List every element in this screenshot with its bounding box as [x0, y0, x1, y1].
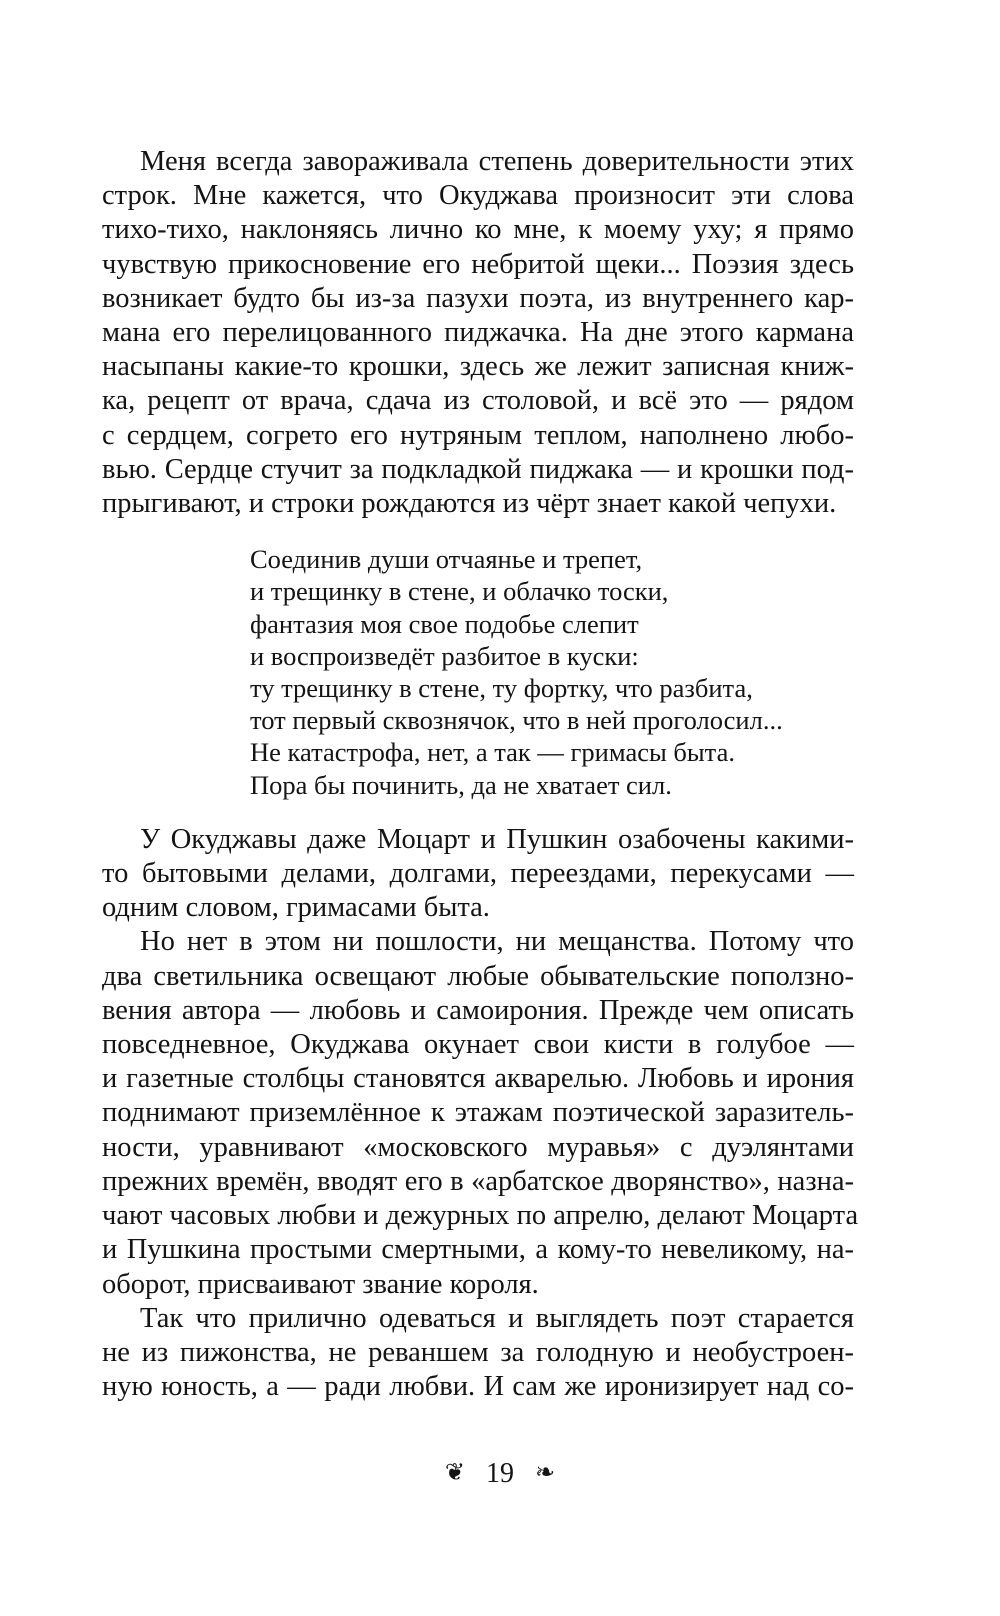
- verse-line: фантазия моя свое подобье слепит: [250, 608, 639, 639]
- paragraph-4: [102, 1302, 854, 1405]
- verse-line: тот первый сквознячок, что в ней проголосил...: [250, 705, 783, 736]
- paragraph-1: [102, 145, 854, 521]
- text-line: и газетные столбцы становятся акварелью. Любовь и ирония: [102, 1063, 854, 1095]
- text-line: ности, уравнивают «московского муравья» с дуэлянтами: [102, 1131, 854, 1163]
- text-line: одним словом, гримасами быта.: [102, 892, 490, 924]
- text-line: и Пушкина простыми смертными, а кому-то невеликому, на-: [102, 1234, 854, 1266]
- floral-ornament-right-icon: ❧: [535, 1460, 556, 1486]
- text-line: не из пижонства, не реваншем за голодную и необустроен-: [102, 1336, 854, 1368]
- text-line: поднимают приземлённое к этажам поэтической заразитель-: [102, 1097, 854, 1129]
- text-line: насыпаны какие-то крошки, здесь же лежит записная книж-: [102, 351, 854, 383]
- text-line: оборот, присваивают звание короля.: [102, 1268, 539, 1300]
- verse-line: Соединив души отчаянье и трепет,: [250, 544, 643, 575]
- verse-line: Не катастрофа, нет, а так — гримасы быта.: [250, 737, 735, 768]
- text-line: повседневное, Окуджава окунает свои кисти в голубое —: [102, 1029, 854, 1061]
- text-line: чают часовых любви и дежурных по апрелю, делают Моцарта: [102, 1200, 859, 1232]
- verse-line: и воспроизведёт разбитое в куски:: [250, 640, 639, 671]
- page-body: [102, 145, 859, 1404]
- paragraph-3: [102, 925, 859, 1301]
- text-line: с сердцем, согрето его нутряным теплом, наполнено любо-: [102, 419, 854, 451]
- text-line: ка, рецепт от врача, сдача из столовой, и всё это — рядом: [102, 385, 854, 417]
- text-line: вью. Сердце стучит за подкладкой пиджака — и крошки под-: [102, 453, 854, 485]
- text-line: два светильника освещают любые обывательские поползно-: [102, 960, 854, 992]
- text-line: прежних времён, вводят его в «арбатское дворянство», назна-: [102, 1165, 854, 1197]
- text-line: мана его перелицованного пиджачка. На дне этого кармана: [102, 317, 854, 349]
- page-number: 19: [486, 1458, 514, 1489]
- text-line: чувствую прикосновение его небритой щеки... Поэзия здесь: [102, 248, 854, 280]
- verse-line: Пора бы починить, да не хватает сил.: [250, 769, 672, 800]
- text-line: Так что прилично одеваться и выглядеть поэт старается: [140, 1302, 854, 1334]
- text-line: строк. Мне кажется, что Окуджава произносит эти слова: [102, 180, 854, 212]
- text-line: У Окуджавы даже Моцарт и Пушкин озабочены какими-: [140, 823, 854, 855]
- poem-quote: [250, 543, 854, 801]
- verse-line: и трещинку в стене, и облачко тоски,: [250, 576, 669, 607]
- verse-line: ту трещинку в стене, ту фортку, что разбита,: [250, 673, 753, 704]
- text-line: Но нет в этом ни пошлости, ни мещанства. Потому что: [140, 926, 854, 958]
- text-line: прыгивают, и строки рождаются из чёрт знает какой чепухи.: [102, 488, 837, 520]
- floral-ornament-left-icon: ❦: [444, 1460, 465, 1486]
- paragraph-2: [102, 823, 854, 926]
- text-line: ную юность, а — ради любви. И сам же иронизирует над со-: [102, 1371, 854, 1403]
- text-line: тихо-тихо, наклоняясь лично ко мне, к моему уху; я прямо: [102, 214, 854, 246]
- text-line: возникает будто бы из-за пазухи поэта, из внутреннего кар-: [102, 282, 854, 314]
- page-footer: [0, 1456, 1000, 1491]
- text-line: вения автора — любовь и самоирония. Прежде чем описать: [102, 994, 854, 1026]
- text-line: то бытовыми делами, долгами, переездами, перекусами —: [102, 858, 854, 890]
- text-line: Меня всегда завораживала степень доверительности этих: [140, 146, 854, 177]
